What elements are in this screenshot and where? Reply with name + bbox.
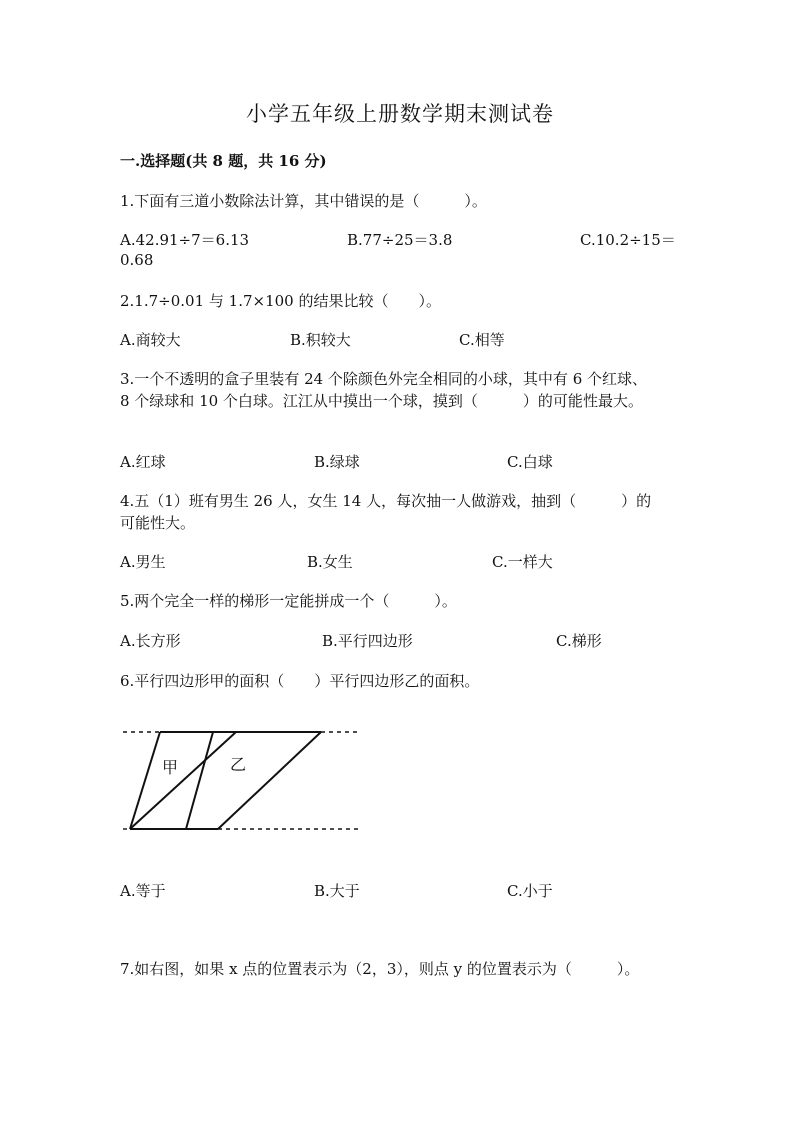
question-3-text-line-2: 8 个绿球和 10 个白球。江江从中摸出一个球，摸到（ ）的可能性最大。 <box>120 392 643 410</box>
parallelogram-jia-right-side <box>186 732 213 829</box>
question-2-text: 2.1.7÷0.01 与 1.7×100 的结果比较（ ）。 <box>120 292 441 310</box>
question-4-text-line-2: 可能性大。 <box>120 514 196 532</box>
question-3-option-b: B.绿球 <box>314 453 360 471</box>
question-1-option-c: C.10.2÷15＝ <box>580 231 676 249</box>
question-7-text: 7.如右图，如果 x 点的位置表示为（2，3），则点 y 的位置表示为（ ）。 <box>120 960 640 978</box>
question-3-option-c: C.白球 <box>507 453 553 471</box>
question-2-option-b: B.积较大 <box>290 331 351 349</box>
question-4-text-line-1: 4.五（1）班有男生 26 人，女生 14 人，每次抽一人做游戏，抽到（ ）的 <box>120 492 652 510</box>
page-title: 小学五年级上册数学期末测试卷 <box>246 102 554 126</box>
question-5-text: 5.两个完全一样的梯形一定能拼成一个（ ）。 <box>120 592 457 610</box>
question-1-option-b: B.77÷25＝3.8 <box>347 231 453 249</box>
question-6-option-a: A.等于 <box>120 882 166 900</box>
question-2-option-a: A.商较大 <box>120 331 181 349</box>
question-1-option-c-continued: 0.68 <box>120 251 154 269</box>
question-4-option-c: C.一样大 <box>492 553 553 571</box>
question-2-option-c: C.相等 <box>459 331 505 349</box>
question-5-option-c: C.梯形 <box>556 632 602 650</box>
label-jia: 甲 <box>162 758 179 777</box>
label-yi: 乙 <box>230 755 247 774</box>
question-3-option-a: A.红球 <box>120 453 166 471</box>
question-4-option-b: B.女生 <box>307 553 353 571</box>
question-1-text: 1.下面有三道小数除法计算，其中错误的是（ ）。 <box>120 192 487 210</box>
parallelogram-yi-right-side <box>218 732 321 829</box>
section-heading: 一.选择题(共 8 题，共 16 分) <box>120 152 327 170</box>
question-6-text: 6.平行四边形甲的面积（ ）平行四边形乙的面积。 <box>120 672 480 690</box>
question-6-option-b: B.大于 <box>314 882 360 900</box>
question-5-option-b: B.平行四边形 <box>322 632 413 650</box>
parallelogram-figure <box>118 722 364 838</box>
question-4-option-a: A.男生 <box>120 553 166 571</box>
question-5-option-a: A.长方形 <box>120 632 181 650</box>
question-6-option-c: C.小于 <box>507 882 553 900</box>
question-1-option-a: A.42.91÷7＝6.13 <box>120 231 250 249</box>
question-3-text-line-1: 3.一个不透明的盒子里装有 24 个除颜色外完全相同的小球，其中有 6 个红球、 <box>120 370 648 388</box>
